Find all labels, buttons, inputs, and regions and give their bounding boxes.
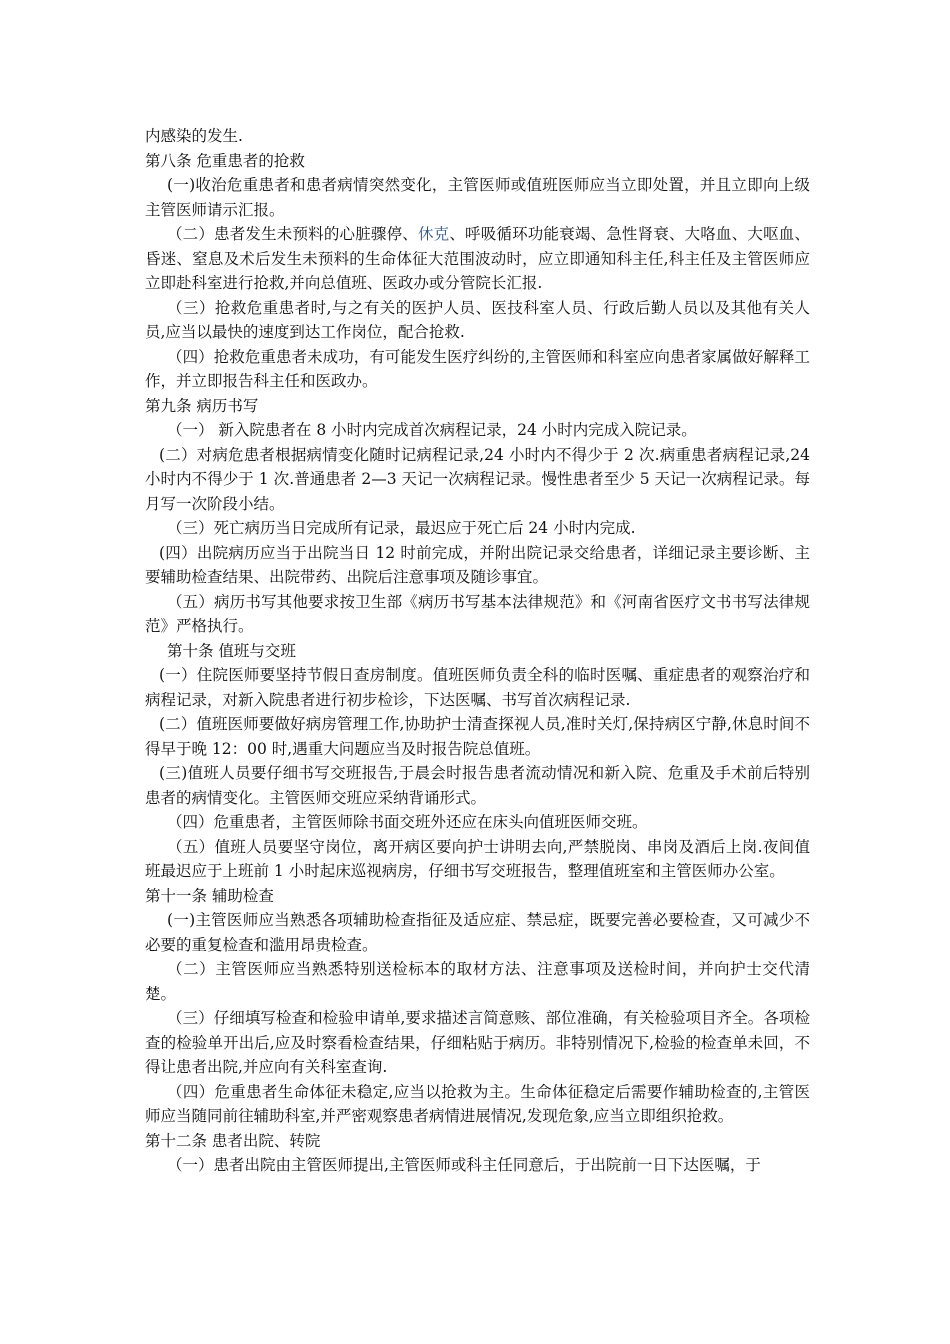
paragraph-with-link xyxy=(145,222,810,296)
paragraph: （一） 新入院患者在 8 小时内完成首次病程记录，24 小时内完成入院记录。 xyxy=(167,421,697,439)
section-heading-article-11: 第十一条 辅助检查 xyxy=(145,886,274,905)
section-heading-article-10: 第十条 值班与交班 xyxy=(167,641,296,660)
paragraph: （三）仔细填写检查和检验申请单,要求描述言简意赅、部位准确，有关检验项目齐全。各项检查的检验单开出后,应及时察看检查结果，仔细粘贴于病历。非特别情况下,检验的检查单未回，不得让患者出院,并应向有关科室查询. xyxy=(145,1009,810,1076)
paragraph: (四）出院病历应当于出院当日 12 时前完成，并附出院记录交给患者，详细记录主要诊断、主要辅助检查结果、出院带药、出院后注意事项及随诊事宜。 xyxy=(145,543,810,586)
paragraph-text: （二）患者发生未预料的心脏骤停、 xyxy=(167,225,418,243)
paragraph: （五）值班人员要坚守岗位，离开病区要向护士讲明去向,严禁脱岗、串岗及酒后上岗.夜间值班最迟应于上班前 1 小时起床巡视病房，仔细书写交班报告，整理值班室和主管医师办公室。 xyxy=(145,837,810,880)
paragraph: (一)收治危重患者和患者病情突然变化，主管医师或值班医师应当立即处置，并且立即向上级主管医师请示汇报。 xyxy=(145,176,810,219)
paragraph: （一）患者出院由主管医师提出,主管医师或科主任同意后，于出院前一日下达医嘱，于 xyxy=(167,1156,761,1174)
paragraph: (二）对病危患者根据病情变化随时记病程记录,24 小时内不得少于 2 次.病重患者病程记录,24 小时内不得少于 1 次.普通患者 2—3 天记一次病程记录。慢性患者至少 5 天记一次病程记录。每月写一次阶段小结。 xyxy=(145,445,810,513)
paragraph-continuation: 内感染的发生. xyxy=(145,127,243,145)
paragraph: （四）危重患者生命体征未稳定,应当以抢救为主。生命体征稳定后需要作辅助检查的,主管医师应当随同前往辅助科室,并严密观察患者病情进展情况,发现危象,应当立即组织抢救。 xyxy=(145,1082,810,1125)
shock-link[interactable]: 休克 xyxy=(417,225,450,243)
paragraph: （四）危重患者，主管医师除书面交班外还应在床头向值班医师交班。 xyxy=(167,813,648,831)
paragraph: (一)主管医师应当熟悉各项辅助检查指征及适应症、禁忌症，既要完善必要检查，又可减少不必要的重复检查和滥用昂贵检查。 xyxy=(145,911,810,954)
document-body xyxy=(145,124,810,1178)
paragraph: （三）抢救危重患者时,与之有关的医护人员、医技科室人员、行政后勤人员以及其他有关人员,应当以最快的速度到达工作岗位，配合抢救. xyxy=(145,298,810,341)
paragraph: （三）死亡病历当日完成所有记录，最迟应于死亡后 24 小时内完成. xyxy=(167,519,636,537)
paragraph: (二）值班医师要做好病房管理工作,协助护士清查探视人员,准时关灯,保持病区宁静,休息时间不得早于晚 12：00 时,遇重大问题应当及时报告院总值班。 xyxy=(145,715,810,758)
paragraph: （五）病历书写其他要求按卫生部《病历书写基本法律规范》和《河南省医疗文书书写法律规范》严格执行。 xyxy=(145,592,810,635)
paragraph: （二）主管医师应当熟悉特别送检标本的取材方法、注意事项及送检时间，并向护士交代清楚。 xyxy=(145,960,810,1003)
paragraph-text: 、呼吸循环功能衰竭、急性肾衰、大咯血、大呕血、昏迷、窒息及术后发生未预料的生命体征大范围波动时，应立即通知科主任,科主任及主管医师应立即赴科室进行抢救,并向总值班、医政办或分管院长汇报. xyxy=(145,225,810,292)
section-heading-article-12: 第十二条 患者出院、转院 xyxy=(145,1131,321,1150)
paragraph: （四）抢救危重患者未成功，有可能发生医疗纠纷的,主管医师和科室应向患者家属做好解释工作，并立即报告科主任和医政办。 xyxy=(145,347,810,390)
section-heading-article-8: 第八条 危重患者的抢救 xyxy=(145,151,305,170)
paragraph: (三)值班人员要仔细书写交班报告,于晨会时报告患者流动情况和新入院、危重及手术前后特别患者的病情变化。主管医师交班应采纳背诵形式。 xyxy=(145,764,810,807)
section-heading-article-9: 第九条 病历书写 xyxy=(145,396,259,415)
paragraph: (一）住院医师要坚持节假日查房制度。值班医师负责全科的临时医嘱、重症患者的观察治疗和病程记录，对新入院患者进行初步检诊，下达医嘱、书写首次病程记录. xyxy=(145,666,810,709)
